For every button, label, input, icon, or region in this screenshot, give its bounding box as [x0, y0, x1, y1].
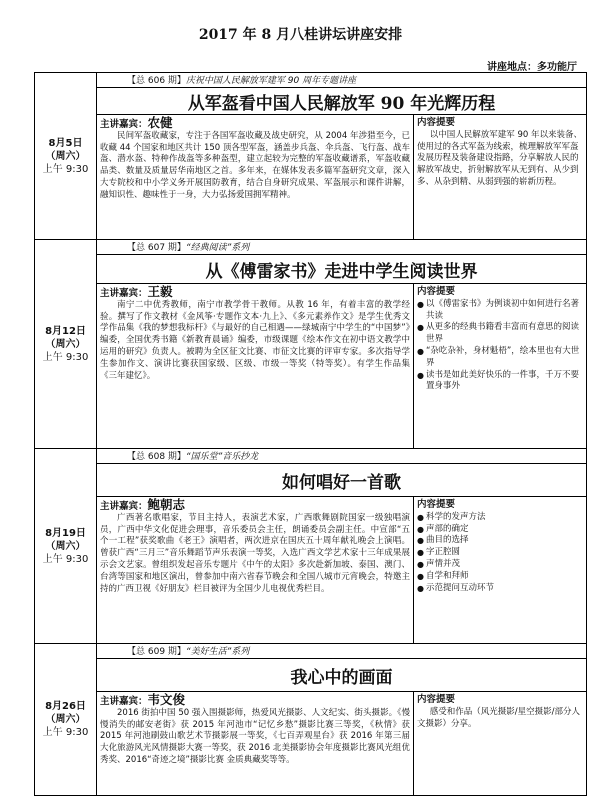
lecture-weekday: （周六）: [45, 338, 86, 350]
speaker-bio-cell: [97, 115, 414, 240]
summary-item: ● 声情并茂: [417, 558, 461, 569]
speaker-name: 鲍朝志: [147, 497, 186, 512]
lecture-row-2: [35, 240, 587, 255]
summary-item: ● 以《傅雷家书》为例谈初中如何进行名著共读: [417, 298, 580, 321]
lecture-period: [97, 449, 587, 464]
summary-heading: 内容提要: [417, 117, 456, 128]
speaker-name: 农健: [147, 115, 173, 130]
speaker-bio-cell: [97, 284, 414, 449]
bullet-icon: ●: [417, 571, 424, 581]
speaker-label: 主讲嘉宾：: [100, 288, 148, 299]
summary-item: ● 科学的发声方法: [417, 511, 486, 522]
summary-heading: 内容提要: [417, 499, 456, 510]
lecture-date-cell: [35, 240, 97, 449]
series-name: “美好生活”系列: [185, 647, 250, 657]
speaker-line: [100, 499, 410, 513]
summary-cell: [414, 284, 587, 449]
period-number: 【总 606 期】: [127, 76, 186, 86]
summary-heading: 内容提要: [417, 286, 456, 297]
speaker-bio: 民间军盔收藏家，专注于各国军盔收藏及战史研究，从 2004 年涉猎至今，已收藏 44 个国家和地区共计 150 顶各型军盔，涵盖步兵盔、伞兵盔、飞行盔、战车盔、潜水盔、特种作战盔等多种盔型，建立起较为完整的军盔收藏谱系，军盔收藏品类、数量及质量居华南地区之首。多年来，在媒体发表多篇军盔研究文章，深入大专院校和中小学义务开展国防教育，结合自身研究成果、军盔展示和课件讲解，融知识性、趣味性于一身，大力弘扬爱国拥军精神。: [100, 130, 410, 200]
lecture-time: 上午 9:30: [42, 351, 89, 363]
lecture-date-cell: [35, 644, 97, 796]
lecture-time: 上午 9:30: [42, 727, 89, 738]
lecture-period: [97, 240, 587, 255]
lecture-time: 上午 9:30: [42, 163, 89, 175]
lecture-period: [97, 644, 587, 659]
summary-text: 以中国人民解放军建军 90 年以来装备、使用过的各式军盔为线索，梳理解放军军盔发展历程及装备建设指路，分享解放人民的解放军战史，折射解放军从无到有、从少到多、从杂到精、从弱到强的崭新历程。: [417, 129, 582, 187]
lecture-row-4: [35, 644, 587, 659]
lecture-weekday: （周六）: [45, 150, 86, 162]
summary-text: 感受和作品（风光摄影/星空摄影/部分人文摄影）分享。: [417, 706, 580, 729]
summary-item: ● 曲目的选择: [417, 535, 469, 546]
series-name: “国乐堂”音乐抄龙: [185, 452, 259, 462]
bullet-icon: ●: [417, 346, 424, 356]
lecture-date-cell: [35, 73, 97, 240]
speaker-bio-cell: [97, 497, 414, 644]
speaker-label: 主讲嘉宾：: [100, 501, 148, 512]
bullet-icon: ●: [417, 323, 424, 333]
bullet-icon: ●: [417, 559, 424, 569]
speaker-name: 王毅: [147, 284, 173, 299]
lecture-title: 从军盔看中国人民解放军 90 年光辉历程: [97, 88, 587, 115]
lecture-date: 8月19日: [45, 527, 86, 539]
lecture-weekday: （周六）: [45, 714, 86, 725]
summary-cell: [414, 497, 587, 644]
lecture-date: 8月26日: [45, 701, 86, 712]
speaker-bio: 广西著名歌唱家，节目主持人，表演艺术家，广西歌舞剧院国家一级独唱演员，广西中华文化促进会理事，音乐委员会主任，朗诵委员会副主任。中宣部“五个一工程”获奖歌曲《老王》演唱者，两次进京在国庆五十周年献礼晚会上演唱。曾获广西“三月三”音乐舞蹈节声乐表演一等奖，入选广西文学艺术家十三年成果展示会文艺家。曾组织发起音乐专题片《中午的太阳》多次赴新加坡、泰国、澳门、台湾等国家和地区演出，曾参加中南六省春节晚会和全国八城市元宵晚会，特邀主持的广西卫视《好朋友》栏目被评为全国少儿电视优秀栏目。: [100, 512, 410, 594]
page-title: 2017 年 8 月八桂讲坛讲座安排: [198, 27, 403, 43]
period-number: 【总 607 期】: [127, 243, 186, 253]
summary-item: ● 读书是如此美好快乐的一件事，千万不要置身事外: [417, 369, 580, 392]
summary-cell: [414, 692, 587, 796]
summary-cell: [414, 115, 587, 240]
summary-item: ● 声部的确定: [417, 523, 469, 534]
speaker-name: 韦文俊: [147, 692, 186, 707]
summary-item: ● 自学和拜师: [417, 570, 469, 581]
lecture-title: 我心中的画面: [97, 659, 587, 692]
period-number: 【总 608 期】: [127, 452, 186, 462]
venue-label: 讲座地点：多功能厅: [487, 62, 577, 73]
speaker-line: [100, 694, 410, 708]
summary-item: ● 从更多的经典书籍看丰富而有意思的阅读世界: [417, 322, 580, 345]
bullet-icon: ●: [417, 299, 424, 309]
speaker-label: 主讲嘉宾：: [100, 696, 148, 707]
summary-list: [417, 299, 583, 393]
summary-heading: 内容提要: [417, 694, 456, 705]
summary-list: [417, 512, 583, 595]
bullet-icon: ●: [417, 536, 424, 546]
series-name: “经典阅读”系列: [185, 243, 250, 253]
speaker-line: [100, 117, 410, 131]
summary-item: ● 示范提问互动环节: [417, 582, 495, 593]
lecture-date: 8月5日: [48, 137, 83, 149]
lecture-weekday: （周六）: [45, 540, 86, 552]
lecture-period: [97, 73, 587, 88]
bullet-icon: ●: [417, 583, 424, 593]
speaker-label: 主讲嘉宾：: [100, 119, 148, 130]
lecture-title: 如何唱好一首歌: [97, 464, 587, 497]
bullet-icon: ●: [417, 524, 424, 534]
lecture-row-1: [35, 73, 587, 88]
summary-item: ● “杂吃杂补，身材魁梧”，绘本里也有大世界: [417, 345, 580, 368]
speaker-bio: 2016 街拍中国 50 强入围摄影师，热爱风光摄影、人文纪实、街头摄影。《慢慢消失的邮安老街》获 2015 年河池市“记忆乡愁”摄影比赛三等奖，《秋情》获 2015 年河池刷鼓山歌艺术节摄影展一等奖，《七百弄观星台》获 2016 年第三届大化旅游风光风情摄影大赛一等奖，获 2016 北美摄影协会年度摄影比赛风光组优秀奖、2016“奇迹之境”摄影比赛 金质典藏奖等等。: [100, 707, 410, 765]
summary-item: ● 字正腔圆: [417, 547, 461, 558]
bullet-icon: ●: [417, 512, 424, 522]
lecture-date: 8月12日: [45, 325, 86, 337]
period-number: 【总 609 期】: [127, 647, 186, 657]
bullet-icon: ●: [417, 548, 424, 558]
lecture-title: 从《傅雷家书》走进中学生阅读世界: [97, 255, 587, 284]
speaker-line: [100, 286, 410, 300]
lecture-row-3: [35, 449, 587, 464]
speaker-bio-cell: [97, 692, 414, 796]
schedule-table: [34, 72, 587, 796]
bullet-icon: ●: [417, 370, 424, 380]
lecture-date-cell: [35, 449, 97, 644]
speaker-bio: 南宁二中优秀教师，南宁市教学骨干教师。从教 16 年，有着丰富的教学经验。撰写了作文教材《金风筝·专题作文本·九上》、《多元素养作文》是学生优秀文学作品集《我的梦想我标杆》《与最好的自己相遇——绿城南宁中学生的“中国梦”》编委，全国优秀书籍《新教育晨诵》编委，市级课题《绘本作文在初中语文教学中运用的研究》负责人。被聘为全区征文比赛、市征文比赛的评审专家。多次指导学生参加作文、演讲比赛获国家级、区级、市级一等奖（特等奖）。有学生作品集《三年建忆》。: [100, 299, 410, 381]
series-name: 庆祝中国人民解放军建军 90 周年专题讲座: [185, 76, 357, 86]
lecture-time: 上午 9:30: [42, 553, 89, 565]
